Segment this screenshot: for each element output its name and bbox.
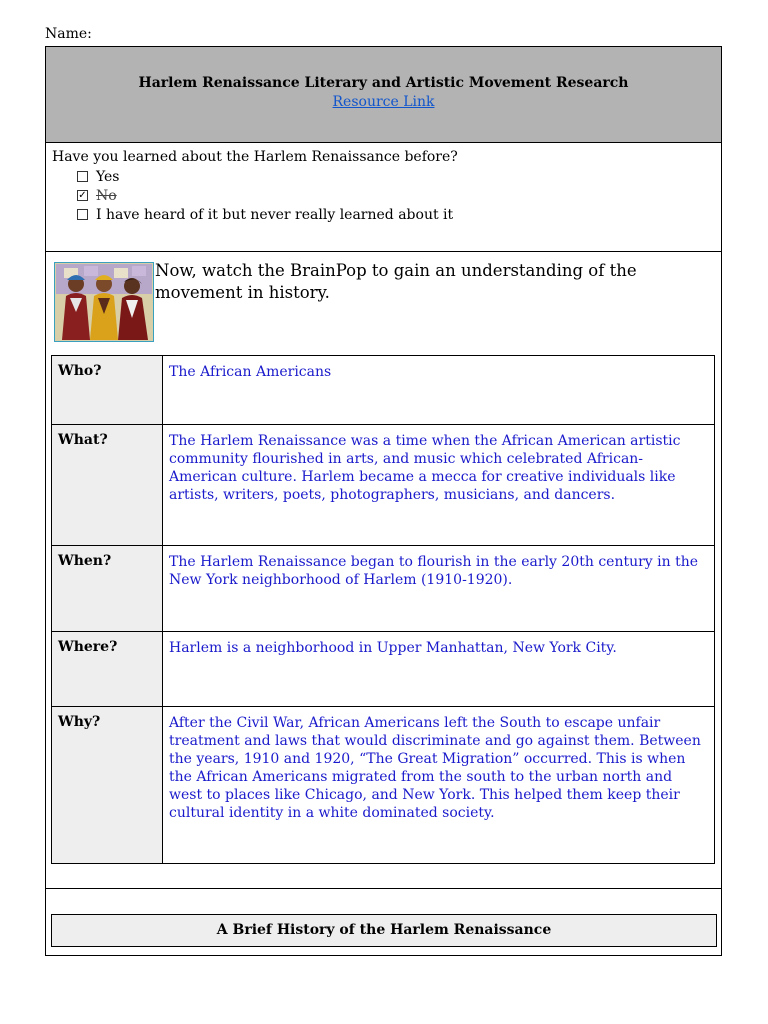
page-title: Harlem Renaissance Literary and Artistic Movement Research xyxy=(138,75,629,91)
resource-link[interactable]: Resource Link xyxy=(332,94,435,110)
table-row xyxy=(52,356,715,425)
row-answer-what[interactable]: The Harlem Renaissance was a time when the African American artistic community flourished in arts, and music which celebrated African-American culture. Harlem became a mecca for creative individuals like artists, writers, poets, photographers, musicians, and dancers. xyxy=(163,425,715,546)
option-yes[interactable] xyxy=(77,167,721,186)
name-label: Name: xyxy=(45,26,92,42)
table-row xyxy=(52,425,715,546)
harlem-illustration-icon xyxy=(54,262,154,342)
row-answer-when[interactable]: The Harlem Renaissance began to flourish in the early 20th century in the New York neighborhood of Harlem (1910-1920). xyxy=(163,546,715,632)
option-heard-label: I have heard of it but never really learned about it xyxy=(96,206,454,223)
row-answer-who[interactable]: The African Americans xyxy=(163,356,715,425)
row-answer-where[interactable]: Harlem is a neighborhood in Upper Manhattan, New York City. xyxy=(163,632,715,707)
table-row xyxy=(52,546,715,632)
row-label-what: What? xyxy=(52,425,163,546)
row-label-when: When? xyxy=(52,546,163,632)
research-table xyxy=(51,355,715,864)
row-label-who: Who? xyxy=(52,356,163,425)
watch-instructions: Now, watch the BrainPop to gain an understanding of the movement in history. xyxy=(155,261,637,302)
option-heard[interactable] xyxy=(77,205,721,224)
checkbox-yes[interactable] xyxy=(77,171,88,182)
watch-section xyxy=(46,252,721,352)
table-row xyxy=(52,707,715,864)
section-divider xyxy=(45,888,722,889)
option-yes-label: Yes xyxy=(96,168,120,185)
row-label-where: Where? xyxy=(52,632,163,707)
row-answer-why[interactable]: After the Civil War, African Americans left the South to escape unfair treatment and laws that would discriminate and go against them. Between the years, 1910 and 1920, “The Great Migration” occurred. This is when the African Americans migrated from the south to the urban north and west to places like Chicago, and New York. This helped them keep their cultural identity in a white dominated society. xyxy=(163,707,715,864)
row-label-why: Why? xyxy=(52,707,163,864)
header-section xyxy=(46,47,721,143)
option-no[interactable] xyxy=(77,186,721,205)
table-row xyxy=(52,632,715,707)
checkbox-heard[interactable] xyxy=(77,209,88,220)
history-heading: A Brief History of the Harlem Renaissance xyxy=(51,914,717,947)
question-text: Have you learned about the Harlem Renaissance before? xyxy=(52,149,458,165)
option-no-label: No xyxy=(96,187,117,204)
question-section xyxy=(46,143,721,252)
checkbox-no-checked[interactable]: ✓ xyxy=(78,190,87,201)
